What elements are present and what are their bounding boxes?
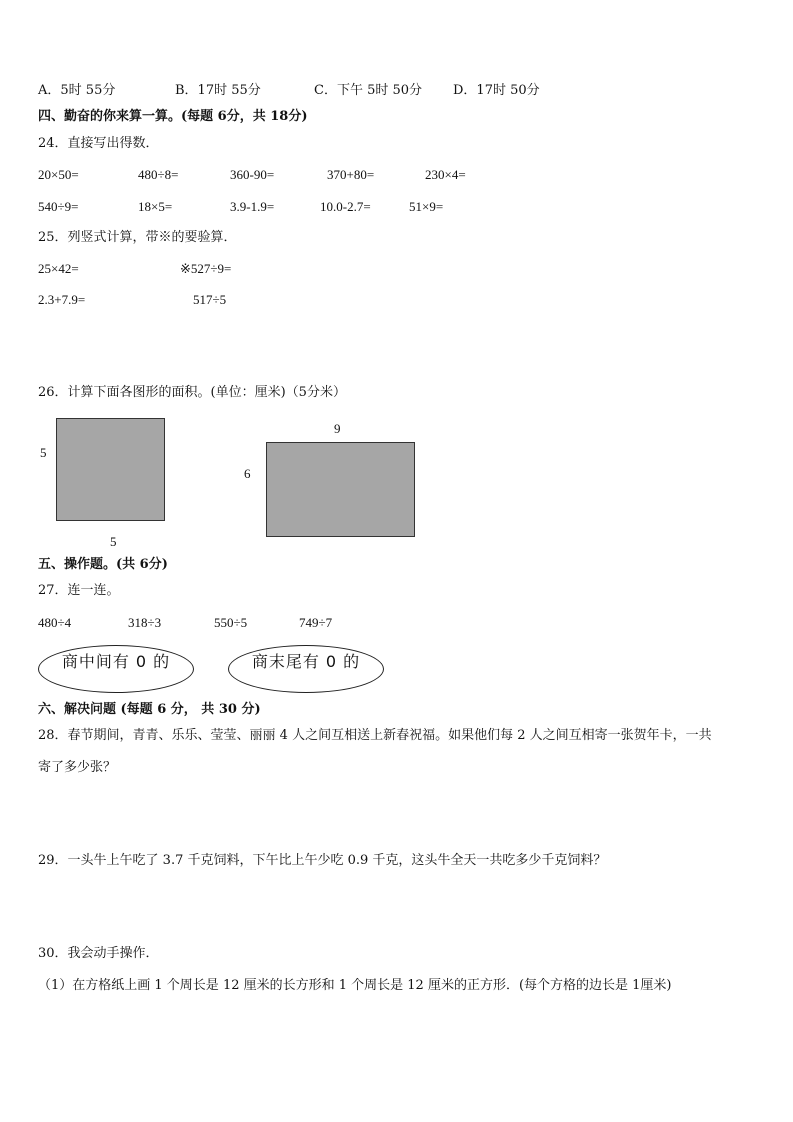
q24-item: 10.0-2.7= [320, 199, 371, 214]
q25-item: 2.3+7.9= [38, 292, 86, 307]
rect-top-label: 9 [334, 421, 341, 436]
q29-text: 29．一头牛上午吃了 3.7 千克饲料，下午比上午少吃 0.9 千克，这头牛全天一共吃多少千克饲料？ [38, 853, 607, 868]
q24-item: 230×4= [425, 167, 466, 182]
option-b: B．17时 55分 [175, 83, 261, 98]
square-shape [56, 418, 165, 521]
oval-middle-zero [38, 645, 194, 693]
q25-item: 517÷5 [193, 292, 227, 307]
q24-item: 360-90= [230, 167, 275, 182]
square-bottom-label: 5 [110, 534, 117, 549]
q25-item: ※527÷9= [180, 261, 232, 276]
q24-item: 18×5= [138, 199, 173, 214]
q27-title: 27．连一连。 [38, 583, 120, 598]
q30-title: 30．我会动手操作． [38, 946, 159, 961]
q24-item: 51×9= [409, 199, 444, 214]
rectangle-shape [266, 442, 415, 537]
q28-line1: 28．春节期间，青青、乐乐、莹莹、丽丽 4 人之间互相送上新春祝福。如果他们每 2 人之间互相寄一张贺年卡，一共 [38, 728, 712, 743]
q24-item: 480÷8= [138, 167, 179, 182]
q27-expr: 749÷7 [299, 615, 333, 630]
q28-line2: 寄了多少张？ [38, 760, 117, 775]
q25-title: 25．列竖式计算，带※的要验算． [38, 230, 237, 245]
q27-expr: 318÷3 [128, 615, 162, 630]
q27-expr: 480÷4 [38, 615, 72, 630]
q27-expr: 550÷5 [214, 615, 248, 630]
section-6-title: 六、解决问题 (每题 6 分， 共 30 分) [38, 702, 261, 717]
section-5-title: 五、操作题。(共 6分) [38, 557, 168, 572]
oval-end-zero-label: 商末尾有 0 的 [251, 652, 361, 671]
q24-item: 20×50= [38, 167, 79, 182]
oval-end-zero [228, 645, 384, 693]
q24-title: 24．直接写出得数． [38, 136, 159, 151]
section-4-title: 四、勤奋的你来算一算。(每题 6分，共 18分) [38, 109, 308, 124]
option-d: D．17时 50分 [453, 83, 540, 98]
q30-sub1: （1）在方格纸上画 1 个周长是 12 厘米的长方形和 1 个周长是 12 厘米的正方形．(每个方格的边长是 1厘米) [38, 978, 672, 993]
q26-title: 26．计算下面各图形的面积。(单位：厘米)（5分米） [38, 385, 346, 400]
q25-item: 25×42= [38, 261, 79, 276]
q24-item: 540÷9= [38, 199, 79, 214]
option-a: A．5时 55分 [38, 83, 116, 98]
q24-item: 370+80= [327, 167, 375, 182]
oval-middle-zero-label: 商中间有 0 的 [61, 652, 171, 671]
square-left-label: 5 [40, 445, 47, 460]
q24-item: 3.9-1.9= [230, 199, 275, 214]
option-c: C．下午 5时 50分 [314, 83, 423, 98]
rect-left-label: 6 [244, 466, 251, 481]
